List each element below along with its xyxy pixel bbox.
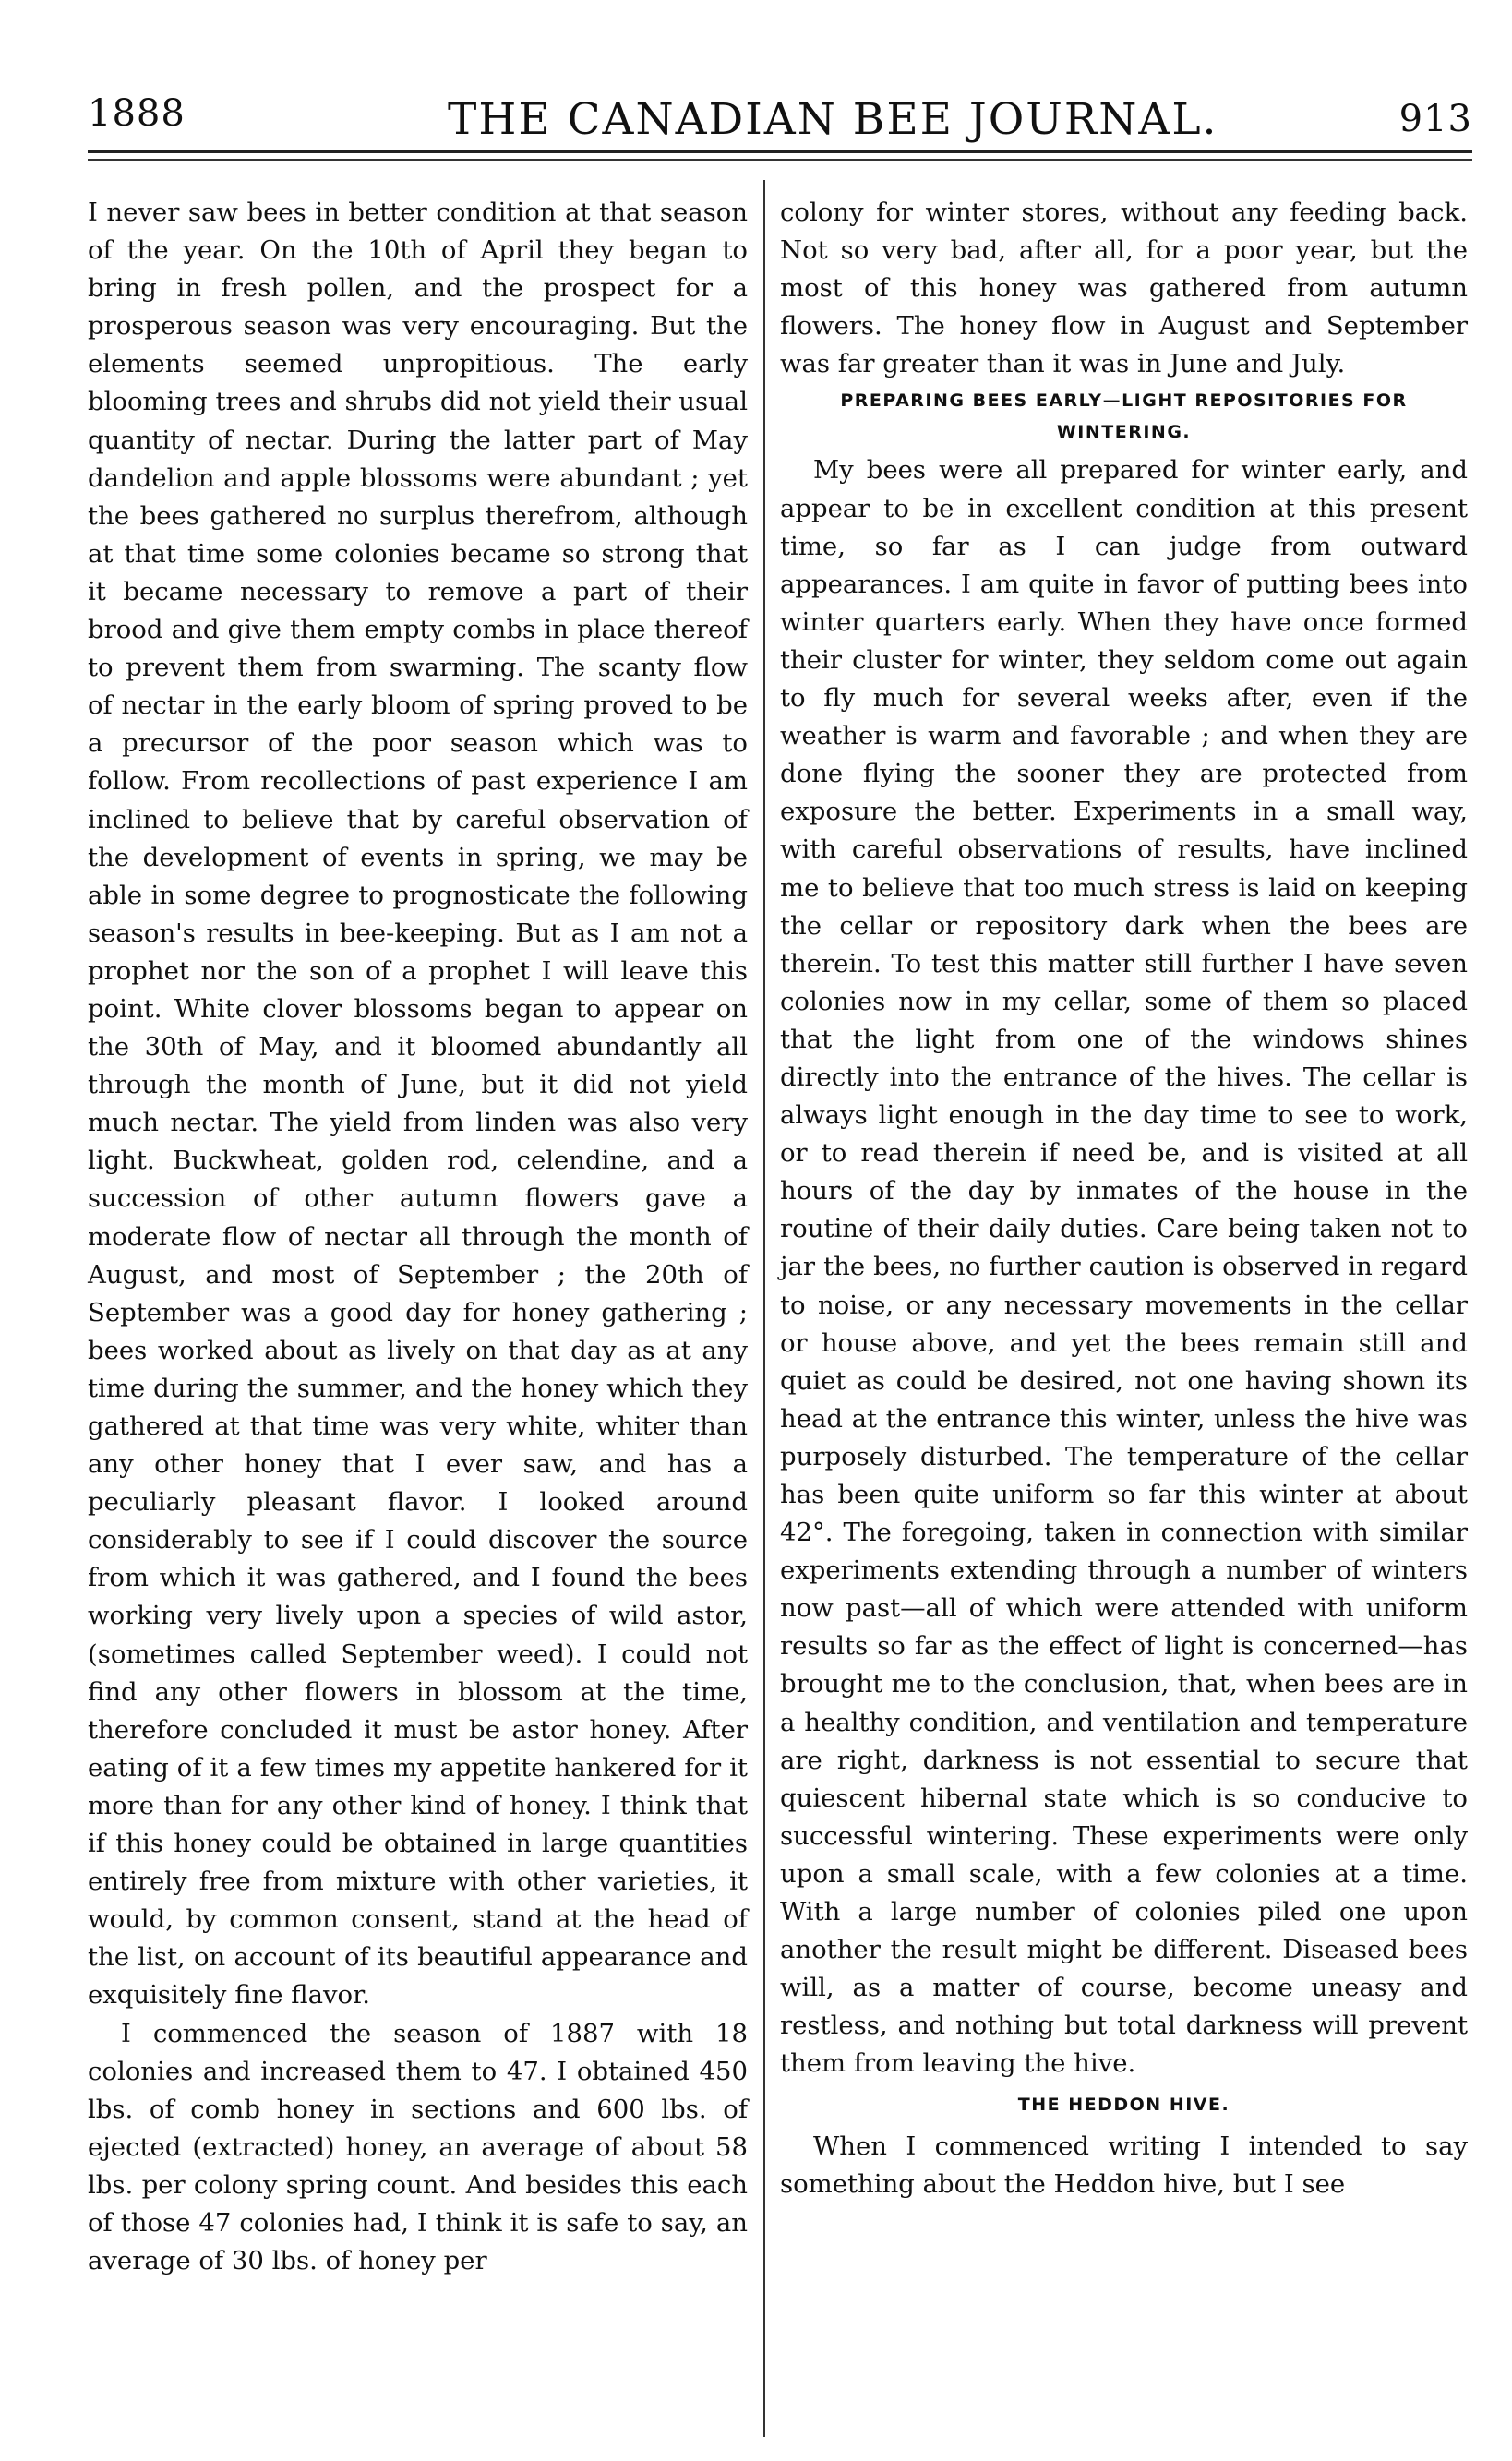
right-column: [780, 194, 1468, 2203]
journal-title: THE CANADIAN BEE JOURNAL.: [448, 94, 1218, 145]
header-year: 1888: [88, 92, 186, 135]
right-paragraph-3: When I commenced writing I intended to say something about the Heddon hive, but I see: [780, 2131, 1468, 2199]
header-rule-thick: [88, 150, 1472, 153]
left-column: [88, 194, 748, 2280]
page-header: [88, 92, 1472, 157]
left-paragraph-1: I never saw bees in better condition at that season of the year. On the 10th of April they began to bring in fresh pollen, and the prospect for a prosperous season was very encouraging. But the elements seemed unpropitious. The early blooming trees and shrubs did not yield their usual quantity of nectar. During the latter part of May dandelion and apple blossoms were abundant ; yet the bees gathered no surplus therefrom, although at that time some colonies became so strong that it became necessary to remove a part of their brood and give them empty combs in place thereof to prevent them from swarming. The scanty flow of nectar in the early bloom of spring proved to be a precursor of the poor season which was to follow. From recollections of past experience I am inclined to believe that by careful observation of the development of events in spring, we may be able in some degree to prognosticate the following season's results in bee-keeping. But as I am not a prophet nor the son of a prophet I will leave this point. White clover blossoms began to appear on the 30th of May, and it bloomed abundantly all through the month of June, but it did not yield much nectar. The yield from linden was also very light. Buckwheat, golden rod, celendine, and a succession of other autumn flowers gave a moderate flow of nectar all through the month of August, and most of September ; the 20th of September was a good day for honey gathering ; bees worked about as lively on that day as at any time during the summer, and the honey which they gathered at that time was very white, whiter than any other honey that I ever saw, and has a peculiarly pleasant flavor. I looked around considerably to see if I could discover the source from which it was gathered, and I found the bees working very lively upon a species of wild astor, (sometimes called September weed). I could not find any other flowers in blossom at the time, therefore concluded it must be astor honey. After eating of it a few times my appetite hankered for it more than for any other kind of honey. I think that if this honey could be obtained in large quantities entirely free from mixture with other varieties, it would, by common consent, stand at the head of the list, on account of its beautiful appearance and exquisitely fine flavor.: [88, 198, 748, 2011]
right-paragraph-1: colony for winter stores, without any feeding back. Not so very bad, after all, for a poor year, but the most of this honey was gathered from autumn flowers. The honey flow in August and September was far greater than it was in June and July.: [780, 198, 1468, 379]
header-rule-thin: [88, 159, 1472, 161]
page-number: 913: [1398, 98, 1472, 140]
section-heading-preparing-bees: PREPARING BEES EARLY—LIGHT REPOSITORIES FOR WINTERING.: [840, 390, 1408, 443]
right-paragraph-2: My bees were all prepared for winter early, and appear to be in excellent condition at this present time, so far as I can judge from outward appearances. I am quite in favor of putting bees into winter quarters early. When they have once formed their cluster for winter, they seldom come out again to fly much for several weeks after, even if the weather is warm and favorable ; and when they are done flying the sooner they are protected from exposure the better. Experiments in a small way, with careful observations of results, have inclined me to believe that too much stress is laid on keeping the cellar or repository dark when the bees are therein. To test this matter still further I have seven colonies now in my cellar, some of them so placed that the light from one of the windows shines directly into the entrance of the hives. The cellar is always light enough in the day time to see to work, or to read therein if need be, and is visited at all hours of the day by inmates of the house in the routine of their daily duties. Care being taken not to jar the bees, no further caution is observed in regard to noise, or any necessary movements in the cellar or house above, and yet the bees remain still and quiet as could be desired, not one having shown its head at the entrance this winter, unless the hive was purposely disturbed. The temperature of the cellar has been quite uniform so far this winter at about 42°. The foregoing, taken in connection with similar experiments extending through a number of winters now past—all of which were attended with uniform results so far as the effect of light is concerned—has brought me to the conclusion, that, when bees are in a healthy condition, and ventilation and temperature are right, darkness is not essential to secure that quiescent hibernal state which is so conducive to successful wintering. These experiments were only upon a small scale, with a few colonies at a time. With a large number of colonies piled one upon another the result might be different. Diseased bees will, as a matter of course, become uneasy and restless, and nothing but total darkness will prevent them from leaving the hive.: [780, 455, 1468, 2079]
column-divider: [763, 180, 765, 2437]
section-heading-heddon-hive: THE HEDDON HIVE.: [1017, 2094, 1230, 2115]
left-paragraph-2: I commenced the season of 1887 with 18 colonies and increased them to 47. I obtained 450 lbs. of comb honey in sections and 600 lbs. of ejected (extracted) honey, an average of about 58 lbs. per colony spring count. And besides this each of those 47 colonies had, I think it is safe to say, an average of 30 lbs. of honey per: [88, 2018, 748, 2276]
